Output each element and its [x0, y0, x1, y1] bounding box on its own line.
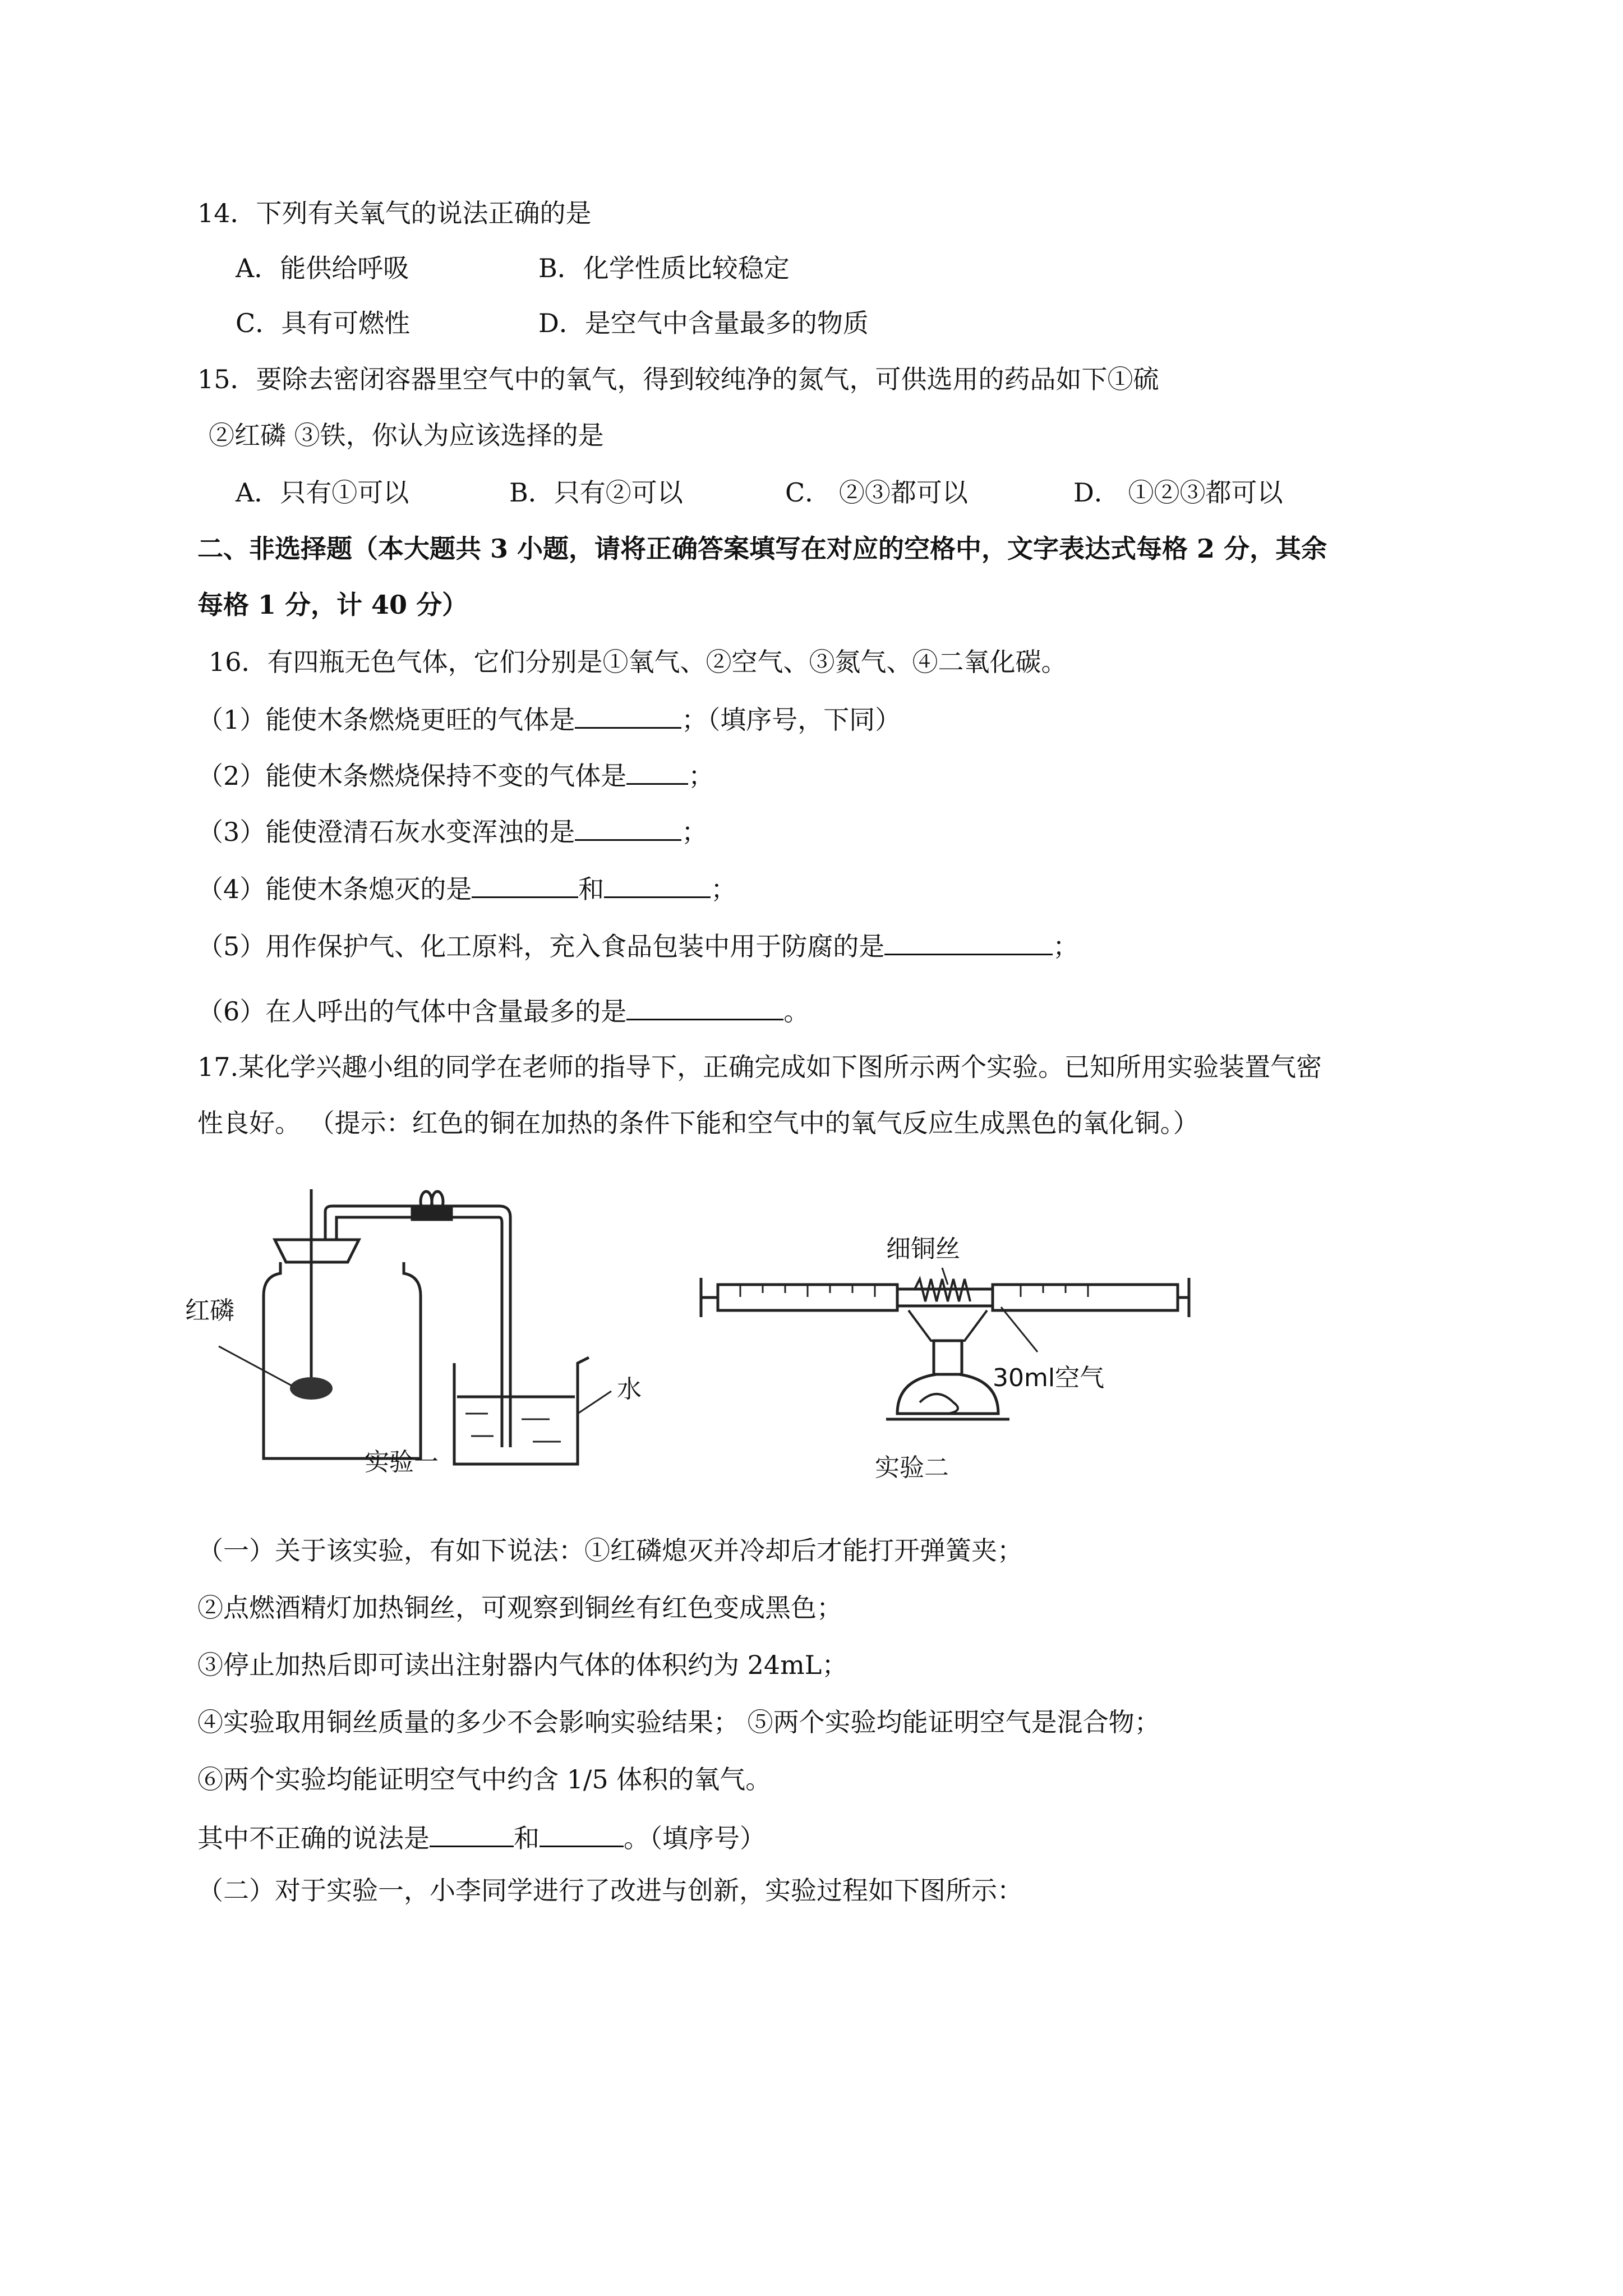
q14-stem: 14．下列有关氧气的说法正确的是	[197, 198, 592, 228]
q14-option-d: D．是空气中含量最多的物质	[538, 308, 869, 338]
section2-heading-line2: 每格 1 分，计 40 分）	[197, 590, 468, 620]
q15-option-a: A．只有①可以	[236, 477, 409, 508]
q15-stem-line1: 15．要除去密闭容器里空气中的氧气，得到较纯净的氮气，可供选用的药品如下①硫	[197, 364, 1159, 394]
q16-part5-blank[interactable]	[884, 928, 1053, 955]
label-red-phosphorus: 红磷	[185, 1296, 234, 1325]
q16-part2-prompt: （2）能使木条燃烧保持不变的气体是	[197, 761, 627, 791]
q17-statement6: ⑥两个实验均能证明空气中约含 1/5 体积的氧气。	[197, 1764, 772, 1795]
q16-part1-prompt: （1）能使木条燃烧更旺的气体是	[197, 705, 575, 735]
q16-part6-suffix: 。	[783, 996, 810, 1027]
q16-part2	[197, 757, 714, 793]
q15-option-b: B．只有②可以	[509, 477, 683, 508]
label-water: 水	[617, 1375, 642, 1404]
q16-part4-blank1[interactable]	[472, 871, 578, 898]
q17-incorrect-blank1[interactable]	[430, 1820, 514, 1847]
q16-part3-suffix: ；	[681, 817, 708, 847]
q17-statement2: ②点燃酒精灯加热铜丝，可观察到铜丝有红色变成黑色；	[197, 1593, 842, 1623]
q17-part2-intro: （二）对于实验一，小李同学进行了改进与创新，实验过程如下图所示：	[197, 1875, 1023, 1906]
q17-stem-line1: 17.某化学兴趣小组的同学在老师的指导下，正确完成如下图所示两个实验。已知所用实验装置气密	[197, 1052, 1322, 1082]
q17-incorrect-answer	[197, 1820, 766, 1855]
q16-part4-suffix: ；	[711, 874, 737, 904]
q14-option-c: C．具有可燃性	[236, 308, 411, 338]
q16-part1	[197, 701, 901, 737]
q16-part6	[197, 993, 809, 1028]
section2-heading-line1: 二、非选择题（本大题共 3 小题，请将正确答案填写在对应的空格中，文字表达式每格 2 分，其余	[197, 533, 1327, 564]
q16-part6-prompt: （6）在人呼出的气体中含量最多的是	[197, 996, 627, 1027]
q17-incorrect-and: 和	[514, 1823, 540, 1853]
caption-experiment-one: 实验一	[365, 1448, 439, 1476]
q17-statement4-5: ④实验取用铜丝质量的多少不会影响实验结果； ⑤两个实验均能证明空气是混合物；	[197, 1707, 1160, 1737]
q14-option-b: B．化学性质比较稳定	[538, 253, 790, 283]
q16-part2-suffix: ；	[688, 761, 714, 791]
q16-part5	[197, 928, 1078, 963]
q16-part4	[197, 871, 736, 906]
q17-incorrect-prompt: 其中不正确的说法是	[197, 1823, 430, 1853]
label-copper-wire: 细铜丝	[886, 1235, 960, 1263]
q16-part2-blank[interactable]	[626, 757, 688, 785]
q16-part6-blank[interactable]	[626, 993, 783, 1020]
q16-part4-blank2[interactable]	[604, 871, 711, 898]
q16-part3-prompt: （3）能使澄清石灰水变浑浊的是	[197, 817, 575, 847]
q15-option-c: C． ②③都可以	[785, 477, 968, 508]
q15-option-d: D． ①②③都可以	[1073, 477, 1283, 508]
q16-part5-suffix: ；	[1053, 931, 1079, 961]
q16-part5-prompt: （5）用作保护气、化工原料，充入食品包装中用于防腐的是	[197, 931, 885, 961]
q16-part3	[197, 813, 707, 849]
q16-part1-blank[interactable]	[575, 701, 681, 729]
q17-incorrect-blank2[interactable]	[540, 1820, 624, 1847]
q17-statement3: ③停止加热后即可读出注射器内气体的体积约为 24mL；	[197, 1650, 848, 1680]
q16-part1-suffix: ；（填序号，下同）	[681, 705, 901, 735]
q17-incorrect-suffix: 。（填序号）	[624, 1823, 766, 1853]
q17-stem-line2: 性良好。 （提示：红色的铜在加热的条件下能和空气中的氧气反应生成黑色的氧化铜。）	[197, 1108, 1199, 1138]
q16-part4-and: 和	[578, 874, 605, 904]
caption-experiment-two: 实验二	[875, 1453, 949, 1482]
label-30ml-air: 30ml空气	[993, 1364, 1105, 1392]
q16-part4-prompt: （4）能使木条熄灭的是	[197, 874, 472, 904]
q16-part3-blank[interactable]	[575, 813, 681, 841]
q15-stem-line2: ②红磷 ③铁，你认为应该选择的是	[209, 420, 604, 450]
q14-option-a: A．能供给呼吸	[236, 253, 409, 283]
q17-part1-statement1: （一）关于该实验，有如下说法：①红磷熄灭并冷却后才能打开弹簧夹；	[197, 1535, 1023, 1566]
q16-stem: 16．有四瓶无色气体，它们分别是①氧气、②空气、③氮气、④二氧化碳。	[209, 647, 1067, 677]
